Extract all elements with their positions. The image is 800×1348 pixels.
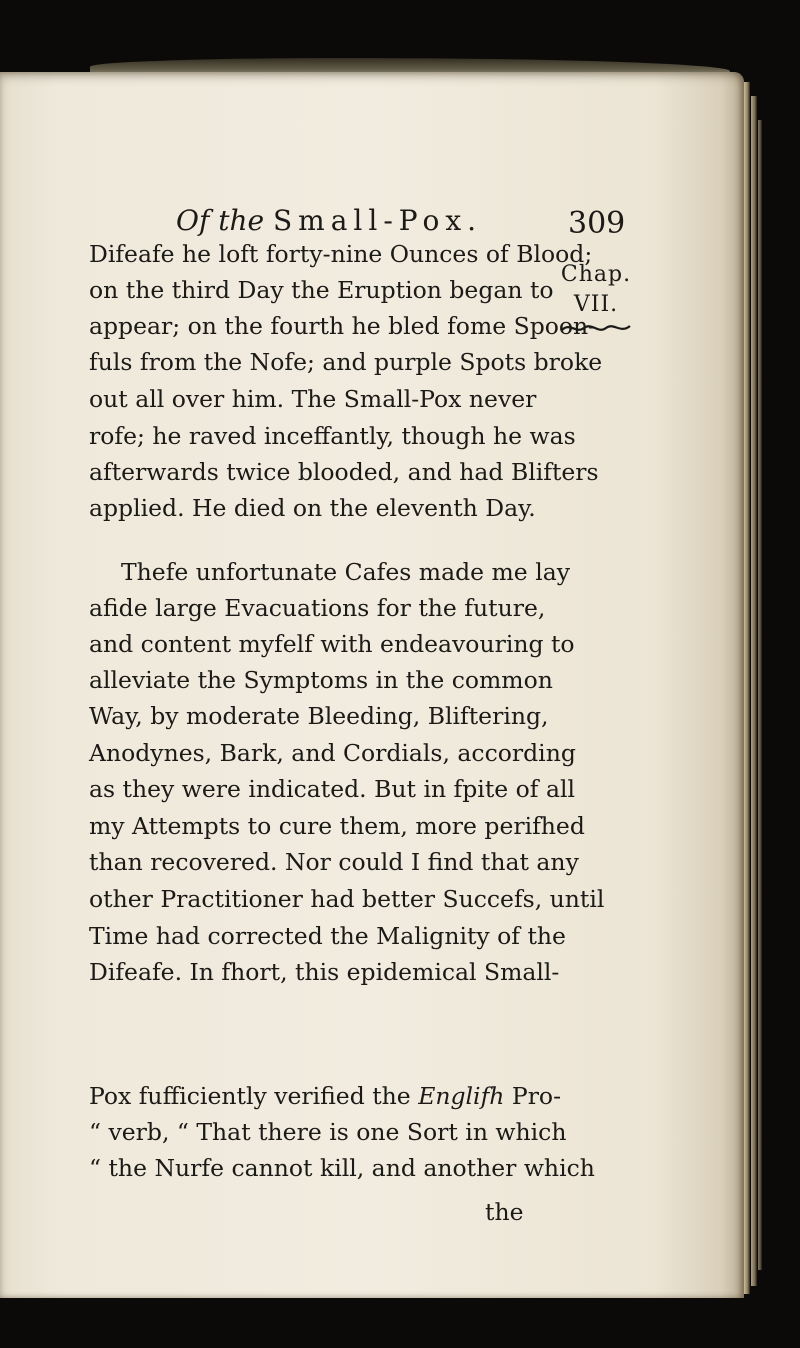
text-line: than recovered. Nor could I find that any (89, 848, 579, 876)
chapter-margin-note (546, 260, 646, 320)
text-line: my Attempts to cure them, more perifhed (89, 812, 585, 840)
italic-word-englifh: Englifh (418, 1082, 505, 1110)
page-edge (744, 82, 750, 1294)
text-line: Time had corrected the Malignity of the (89, 922, 566, 950)
text-line: Thefe unfortunate Cafes made me lay (121, 558, 570, 586)
text-line: Anodynes, Bark, and Cordials, according (89, 739, 576, 767)
chapter-number: VII. (573, 292, 619, 317)
text-line-pox-end: Pro- (511, 1082, 562, 1110)
text-line: other Practitioner had better Succefs, until (89, 885, 605, 913)
text-line-proverb-1: “ verb, “ That there is one Sort in which (89, 1118, 567, 1146)
running-head-caps: Small-Pox. (272, 204, 483, 237)
text-line: Way, by moderate Bleeding, Bliftering, (89, 702, 549, 730)
running-head-italic: Of the (176, 204, 265, 237)
chapter-label: Chap. (560, 262, 632, 287)
text-line: fuls from the Nofe; and purple Spots broke (89, 348, 603, 376)
text-line: afterwards twice blooded, and had Blifters (89, 458, 599, 486)
page-text (0, 72, 744, 1298)
page-sheet (0, 72, 744, 1298)
catchword: the (485, 1198, 524, 1226)
page-number: 309 (568, 206, 626, 241)
text-line: as they were indicated. But in fpite of all (89, 775, 575, 803)
text-line-pox (89, 1082, 561, 1110)
text-line-proverb-2: “ the Nurfe cannot kill, and another which (89, 1154, 595, 1182)
text-line: alleviate the Symptoms in the common (89, 666, 553, 694)
page-edge (751, 96, 757, 1286)
text-line: Difeafe. In fhort, this epidemical Small- (89, 958, 560, 986)
running-head (176, 204, 482, 237)
text-line: and content myfelf with endeavouring to (89, 630, 575, 658)
text-line: out all over him. The Small-Pox never (89, 385, 537, 413)
text-line: rofe; he raved inceffantly, though he was (89, 422, 576, 450)
text-line: afide large Evacuations for the future, (89, 594, 546, 622)
text-line: on the third Day the Eruption began to (89, 276, 554, 304)
text-line: appear; on the fourth he bled fome Spoon- (89, 312, 597, 340)
text-line-pox-start: Pox fufficiently verified the (89, 1082, 411, 1110)
page-edge (758, 120, 762, 1270)
text-line: Difeafe he loft forty-nine Ounces of Blood; (89, 240, 593, 268)
text-line: applied. He died on the eleventh Day. (89, 494, 536, 522)
